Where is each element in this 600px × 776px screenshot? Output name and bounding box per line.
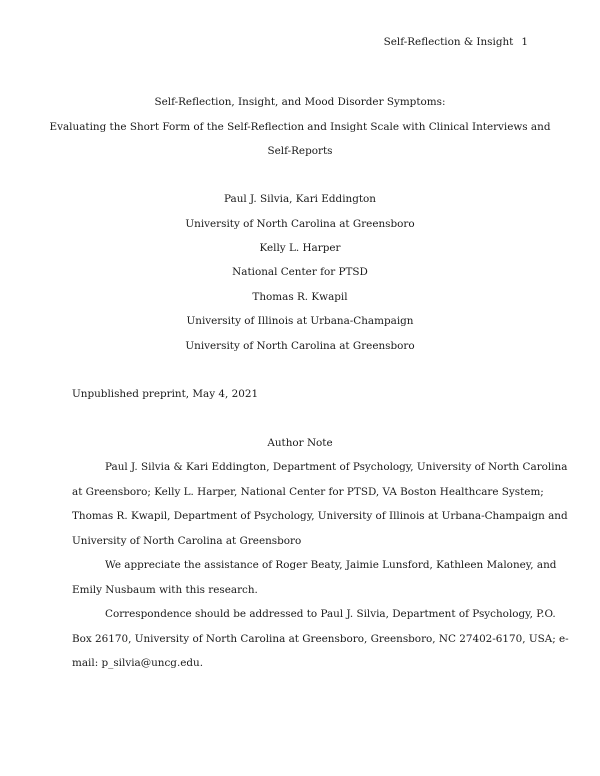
author-note-p3-line-2: Box 26170, University of North Carolina at Greensboro, Greensboro, NC 27402-6170, USA; e- <box>72 633 569 645</box>
author-3: Thomas R. Kwapil <box>252 291 348 303</box>
title-line-1: Self-Reflection, Insight, and Mood Disorder Symptoms: <box>154 96 446 108</box>
affiliation-2: National Center for PTSD <box>232 266 368 278</box>
author-note-p1-line-2: at Greensboro; Kelly L. Harper, National Center for PTSD, VA Boston Healthcare System; <box>72 486 544 498</box>
author-note-p2-line-1: We appreciate the assistance of Roger Beaty, Jaimie Lunsford, Kathleen Maloney, and <box>105 559 557 571</box>
author-note-p1-line-4: University of North Carolina at Greensboro <box>72 535 302 547</box>
preprint-status: Unpublished preprint, May 4, 2021 <box>72 388 259 400</box>
running-head-title: Self-Reflection & Insight <box>383 36 514 48</box>
affiliation-3a: University of Illinois at Urbana-Champaign <box>186 315 414 327</box>
title-line-3: Self-Reports <box>267 145 333 157</box>
title-line-2: Evaluating the Short Form of the Self-Reflection and Insight Scale with Clinical Interviews and <box>49 121 551 133</box>
authors-1: Paul J. Silvia, Kari Eddington <box>224 193 376 205</box>
affiliation-3b: University of North Carolina at Greensboro <box>185 340 415 352</box>
author-note-p1-line-1: Paul J. Silvia & Kari Eddington, Department of Psychology, University of North Carolina <box>105 461 568 473</box>
author-note-p2-line-2: Emily Nusbaum with this research. <box>72 584 258 596</box>
author-note-p1-line-3: Thomas R. Kwapil, Department of Psychology, University of Illinois at Urbana-Champaign and <box>72 510 568 522</box>
author-2: Kelly L. Harper <box>259 242 341 254</box>
running-head <box>384 36 528 48</box>
author-note-p3-line-1: Correspondence should be addressed to Paul J. Silvia, Department of Psychology, P.O. <box>105 608 556 620</box>
author-note-heading: Author Note <box>267 437 333 449</box>
author-note-p3-line-3: mail: p_silvia@uncg.edu. <box>72 657 204 669</box>
page-number: 1 <box>521 36 528 48</box>
affiliation-1: University of North Carolina at Greensboro <box>185 218 415 230</box>
